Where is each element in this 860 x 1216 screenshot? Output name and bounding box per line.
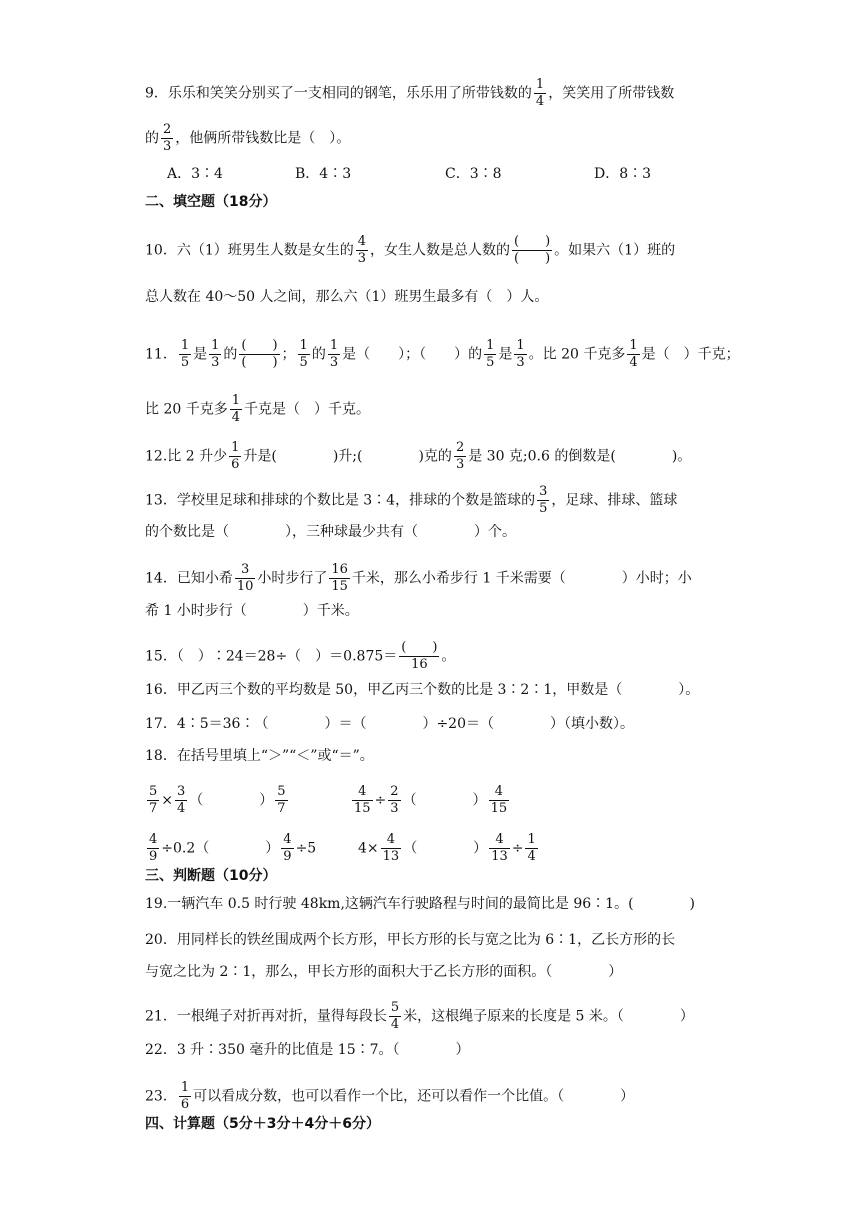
- question-text: 是: [193, 346, 208, 363]
- question-text: 的: [223, 346, 238, 363]
- question-text: ，女生人数是总人数的: [370, 242, 511, 259]
- denominator: 15: [354, 801, 371, 816]
- compare-row-1: [145, 784, 290, 817]
- fraction: [627, 338, 639, 371]
- fraction: [525, 832, 537, 865]
- numerator: 1: [527, 832, 536, 847]
- question-number: 9．: [145, 85, 168, 102]
- operator: 4×: [358, 840, 379, 857]
- answer-blank-fraction[interactable]: [239, 338, 279, 371]
- numerator: ( ): [241, 338, 278, 353]
- denominator: ( ): [514, 251, 551, 266]
- question-text: 可以看成分数，也可以看作一个比，还可以看作一个比值。（ ）: [193, 1088, 635, 1105]
- question-13-line-1: [145, 484, 677, 517]
- option-b[interactable]: B．4∶3: [295, 166, 352, 182]
- question-11-line-2: [145, 393, 370, 426]
- question-text: ；: [281, 346, 296, 363]
- answer-blank-fraction[interactable]: [512, 234, 552, 267]
- question-text: 21．一根绳子对折再对折，量得每段长: [145, 1008, 387, 1025]
- numerator: 1: [231, 393, 240, 408]
- denominator: 16: [411, 657, 428, 672]
- question-10-line-2: 总人数在 40～50 人之间，那么六（1）班男生最多有（ ）人。: [145, 289, 549, 305]
- denominator: 3: [390, 801, 399, 816]
- denominator: 10: [236, 579, 254, 594]
- denominator: 9: [283, 849, 292, 864]
- operator: ×: [161, 792, 174, 809]
- numerator: 1: [535, 77, 545, 92]
- denominator: 4: [390, 1017, 400, 1032]
- question-19: 19.一辆汽车 0.5 时行驶 48km,这辆汽车行驶路程与时间的最简比是 96∶1。( ): [145, 896, 695, 912]
- question-9-line-1: [145, 77, 674, 110]
- question-21: [145, 1000, 694, 1033]
- numerator: 3: [539, 484, 548, 499]
- numerator: 1: [486, 338, 495, 353]
- numerator: 4: [149, 832, 158, 847]
- answer-blank[interactable]: （ ）: [189, 792, 274, 809]
- fraction: [179, 1080, 191, 1113]
- fraction: [489, 832, 510, 865]
- numerator: 1: [211, 338, 220, 353]
- numerator: 4: [489, 784, 510, 801]
- question-11-line-1: [145, 338, 740, 371]
- numerator: 5: [277, 784, 286, 799]
- question-number: 23．: [145, 1088, 177, 1105]
- fraction: [489, 784, 510, 817]
- question-text: 15．（ ）∶24＝28÷（ ）＝0.875＝: [145, 648, 398, 665]
- operator: ÷: [511, 840, 524, 857]
- fraction: [147, 832, 159, 865]
- denominator: 3: [211, 355, 220, 370]
- question-12: [145, 440, 691, 473]
- answer-blank[interactable]: ÷0.2（ ）: [161, 840, 280, 857]
- denominator: 3: [516, 355, 525, 370]
- question-text: ，他俩所带钱数比是（ ）。: [175, 130, 351, 147]
- question-9-line-2: [145, 122, 350, 155]
- fraction: [275, 784, 287, 817]
- question-text: 是: [498, 346, 513, 363]
- question-text: ，足球、排球、篮球: [551, 492, 678, 509]
- numerator: 1: [329, 338, 339, 353]
- fraction: [209, 338, 221, 371]
- question-text: 12.比 2 升少: [145, 448, 228, 465]
- compare-row-2-col-2: [358, 832, 540, 865]
- fraction: [381, 832, 402, 865]
- question-16: 16．甲乙丙三个数的平均数是 50，甲乙丙三个数的比是 3∶2∶1，甲数是（ ）。: [145, 682, 700, 698]
- numerator: ( ): [514, 234, 551, 249]
- answer-blank[interactable]: （ ）: [403, 840, 488, 857]
- numerator: 2: [163, 122, 172, 137]
- question-text: 比 20 千克多: [145, 401, 228, 418]
- answer-blank-fraction[interactable]: [399, 640, 439, 673]
- denominator: 5: [299, 355, 308, 370]
- question-23: [145, 1080, 634, 1113]
- question-number: 11．: [145, 346, 177, 363]
- numerator: 5: [390, 1000, 400, 1015]
- numerator: 1: [180, 338, 190, 353]
- question-text: 升是( )升;( )克的: [243, 448, 452, 465]
- fraction: [161, 122, 173, 155]
- question-text: 千克是（ ）千克。: [244, 401, 370, 418]
- fraction: [235, 562, 256, 595]
- numerator: 2: [390, 784, 399, 799]
- denominator: ( ): [241, 355, 278, 370]
- denominator: 5: [180, 355, 190, 370]
- fraction: [328, 338, 340, 371]
- numerator: 1: [180, 1080, 190, 1095]
- question-text: 13．学校里足球和排球的个数比是 3∶4，排球的个数是篮球的: [145, 492, 536, 509]
- question-14-line-2: 希 1 小时步行（ ）千米。: [145, 603, 359, 619]
- denominator: 3: [163, 139, 172, 154]
- section-title-calculation: 四、计算题（5分＋3分＋4分＋6分）: [145, 1116, 380, 1132]
- compare-row-2: [145, 832, 316, 865]
- denominator: 13: [382, 849, 400, 864]
- compare-row-1-col-2: [350, 784, 511, 817]
- fraction: [329, 562, 350, 595]
- numerator: 4: [357, 234, 367, 249]
- numerator: 4: [489, 832, 510, 849]
- denominator: 4: [535, 94, 545, 109]
- question-17: 17．4∶5＝36∶（ ）＝（ ）÷20＝（ ）（填小数）。: [145, 716, 634, 732]
- question-text: 千米，那么小希步行 1 千米需要（ ）小时；小: [351, 570, 692, 587]
- numerator: 3: [235, 562, 256, 579]
- fraction: [537, 484, 549, 517]
- denominator: 6: [231, 457, 240, 472]
- numerator: 5: [149, 784, 158, 799]
- denominator: 5: [539, 501, 548, 516]
- question-text: 。: [441, 648, 456, 665]
- numerator: 1: [516, 338, 525, 353]
- fraction: [356, 234, 368, 267]
- fraction: [388, 784, 400, 817]
- question-13-line-2: 的个数比是（ ），三种球最少共有（ ）个。: [145, 524, 516, 540]
- question-text: 14．已知小希: [145, 570, 233, 587]
- option-d[interactable]: D．8∶3: [594, 166, 652, 182]
- question-14-line-1: [145, 562, 692, 595]
- section-title-fill-in: 二、填空题（18分）: [145, 194, 277, 210]
- option-c[interactable]: C．3∶8: [445, 166, 502, 182]
- operator: ÷: [374, 792, 387, 809]
- denominator: 4: [177, 801, 186, 816]
- fraction: [514, 338, 526, 371]
- numerator: 1: [629, 338, 638, 353]
- question-18-title: 18．在括号里填上“＞”“＜”或“＝”。: [145, 748, 374, 764]
- denominator: 7: [277, 801, 286, 816]
- option-a[interactable]: A．3∶4: [167, 166, 223, 182]
- denominator: 7: [149, 801, 158, 816]
- question-text: 是（ ）千克；: [641, 346, 740, 363]
- fraction: [454, 440, 466, 473]
- fraction: [230, 393, 242, 426]
- fraction: [389, 1000, 401, 1033]
- fraction: [281, 832, 293, 865]
- numerator: 4: [352, 784, 373, 801]
- fraction: [352, 784, 373, 817]
- denominator: 5: [486, 355, 495, 370]
- question-text: 的: [311, 346, 326, 363]
- question-20-line-1: 20．用同样长的铁丝围成两个长方形，甲长方形的长与宽之比为 6∶1，乙长方形的长: [145, 932, 676, 948]
- denominator: 4: [629, 355, 638, 370]
- denominator: 3: [329, 355, 339, 370]
- question-text: 乐乐和笑笑分别买了一支相同的钢笔，乐乐用了所带钱数的: [167, 85, 532, 102]
- question-text: 10．六（1）班男生人数是女生的: [145, 242, 354, 259]
- question-text: ，笑笑用了所带钱数: [548, 85, 675, 102]
- numerator: 16: [331, 562, 348, 577]
- operator: ÷5: [295, 840, 317, 857]
- question-text: 米，这根绳子原来的长度是 5 米。（ ）: [403, 1008, 694, 1025]
- question-22: 22．3 升∶350 毫升的比值是 15∶7。（ ）: [145, 1042, 470, 1058]
- question-text: 。比 20 千克多: [528, 346, 626, 363]
- fraction: [534, 77, 546, 110]
- fraction: [147, 784, 159, 817]
- question-10-line-1: [145, 234, 675, 267]
- numerator: 4: [283, 832, 292, 847]
- section-title-true-false: 三、判断题（10分）: [145, 868, 277, 884]
- denominator: 15: [331, 579, 348, 594]
- question-text: 小时步行了: [257, 570, 328, 587]
- numerator: 4: [381, 832, 402, 849]
- denominator: 15: [490, 801, 508, 816]
- fraction: [179, 338, 191, 371]
- question-text: 是 30 克;0.6 的倒数是( )。: [468, 448, 692, 465]
- numerator: 3: [177, 784, 186, 799]
- numerator: 2: [455, 440, 465, 455]
- denominator: 4: [231, 410, 240, 425]
- fraction: [229, 440, 241, 473]
- fraction: [484, 338, 496, 371]
- fraction: [298, 338, 310, 371]
- numerator: 1: [231, 440, 240, 455]
- denominator: 6: [180, 1097, 190, 1112]
- question-text: 。如果六（1）班的: [554, 242, 676, 259]
- question-text: 是（ ）；（ ）的: [342, 346, 483, 363]
- question-15: [145, 640, 455, 673]
- denominator: 3: [357, 251, 367, 266]
- denominator: 3: [455, 457, 465, 472]
- denominator: 13: [491, 849, 508, 864]
- question-20-line-2: 与宽之比为 2∶1，那么，甲长方形的面积大于乙长方形的面积。（ ）: [145, 964, 623, 980]
- denominator: 4: [527, 849, 536, 864]
- question-text: 的: [145, 130, 159, 147]
- answer-blank[interactable]: （ ）: [402, 792, 487, 809]
- numerator: ( ): [401, 640, 438, 655]
- numerator: 1: [299, 338, 308, 353]
- denominator: 9: [149, 849, 158, 864]
- fraction: [175, 784, 187, 817]
